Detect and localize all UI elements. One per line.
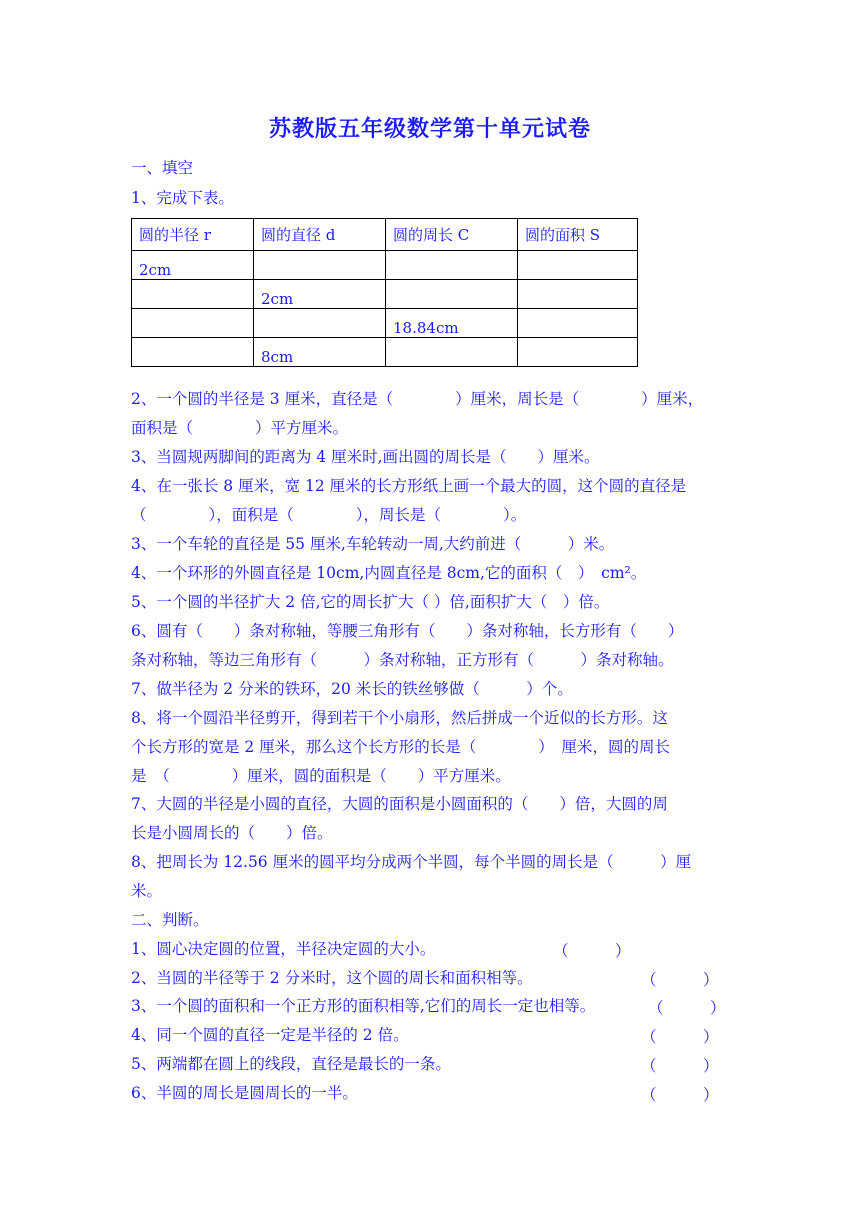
question-line: 8、将一个圆沿半径剪开，得到若干个小扇形，然后拼成一个近似的长方形。这 bbox=[131, 709, 668, 727]
question-line: 5、一个圆的半径扩大 2 倍,它的周长扩大（ ）倍,面积扩大（ ）倍。 bbox=[131, 593, 610, 611]
table-row bbox=[132, 280, 638, 309]
table-cell: 8cm bbox=[254, 338, 386, 367]
judgment-item: 2、当圆的半径等于 2 分米时，这个圆的周长和面积相等。 bbox=[131, 969, 533, 987]
table-cell[interactable] bbox=[518, 338, 638, 367]
table-header-cell: 圆的半径 r bbox=[132, 219, 254, 251]
judgment-item: 5、两端都在圆上的线段，直径是最长的一条。 bbox=[131, 1055, 451, 1073]
question-line: 4、一个环形的外圆直径是 10cm,内圆直径是 8cm,它的面积（ ） cm²。 bbox=[131, 564, 647, 582]
judgment-item: 6、半圆的周长是圆周长的一半。 bbox=[131, 1084, 358, 1102]
answer-parentheses[interactable]: （ ） bbox=[641, 1057, 719, 1075]
question-line: 长是小圆周长的（ ）倍。 bbox=[131, 824, 333, 842]
table-header-cell: 圆的面积 S bbox=[518, 219, 638, 251]
table-cell[interactable] bbox=[518, 251, 638, 280]
table-header-cell: 圆的周长 C bbox=[386, 219, 518, 251]
question-line: 8、把周长为 12.56 厘米的圆平均分成两个半圆，每个半圆的周长是（ ）厘 bbox=[131, 853, 692, 871]
question-line: 7、做半径为 2 分米的铁环，20 米长的铁丝够做（ ）个。 bbox=[131, 680, 573, 698]
question-line: 3、当圆规两脚间的距离为 4 厘米时,画出圆的周长是（ ）厘米。 bbox=[131, 448, 600, 466]
table-cell: 2cm bbox=[132, 251, 254, 280]
table-cell[interactable] bbox=[518, 309, 638, 338]
table-row bbox=[132, 251, 638, 280]
table-cell[interactable] bbox=[254, 251, 386, 280]
question-line: 3、一个车轮的直径是 55 厘米,车轮转动一周,大约前进（ ）米。 bbox=[131, 535, 615, 553]
question-line: 米。 bbox=[131, 882, 163, 900]
table-cell[interactable] bbox=[132, 309, 254, 338]
table-cell[interactable] bbox=[132, 280, 254, 309]
question-line: 个长方形的宽是 2 厘米，那么这个长方形的长是（ ） 厘米，圆的周长 bbox=[131, 738, 670, 756]
answer-parentheses[interactable]: （ ） bbox=[641, 1086, 719, 1104]
question-1: 1、完成下表。 bbox=[131, 189, 234, 207]
page-title: 苏教版五年级数学第十单元试卷 bbox=[268, 116, 591, 142]
table-cell: 18.84cm bbox=[386, 309, 518, 338]
question-line: 4、在一张长 8 厘米，宽 12 厘米的长方形纸上画一个最大的圆，这个圆的直径是 bbox=[131, 477, 687, 495]
judgment-item: 4、同一个圆的直径一定是半径的 2 倍。 bbox=[131, 1026, 409, 1044]
question-line: 6、圆有（ ）条对称轴，等腰三角形有（ ）条对称轴，长方形有（ ） bbox=[131, 622, 684, 640]
table-cell[interactable] bbox=[132, 338, 254, 367]
question-line: 面积是（ ）平方厘米。 bbox=[131, 419, 349, 437]
question-line: 是 （ ）厘米，圆的面积是（ ）平方厘米。 bbox=[131, 767, 511, 785]
circle-table bbox=[131, 218, 638, 367]
table-cell[interactable] bbox=[386, 280, 518, 309]
question-line: （ ），面积是（ ），周长是（ ）。 bbox=[131, 506, 527, 524]
answer-parentheses[interactable]: （ ） bbox=[553, 942, 631, 960]
section-heading-judgment: 二、判断。 bbox=[131, 911, 209, 929]
judgment-item: 1、圆心决定圆的位置，半径决定圆的大小。 bbox=[131, 940, 436, 958]
section-heading-fill-blank: 一、填空 bbox=[131, 159, 194, 177]
question-line: 2、一个圆的半径是 3 厘米，直径是（ ）厘米，周长是（ ）厘米， bbox=[131, 390, 704, 408]
answer-parentheses[interactable]: （ ） bbox=[641, 971, 719, 989]
answer-parentheses[interactable]: （ ） bbox=[641, 1028, 719, 1046]
answer-parentheses[interactable]: （ ） bbox=[648, 999, 726, 1017]
judgment-item: 3、一个圆的面积和一个正方形的面积相等,它们的周长一定也相等。 bbox=[131, 997, 596, 1015]
table-cell[interactable] bbox=[386, 251, 518, 280]
question-line: 7、大圆的半径是小圆的直径，大圆的面积是小圆面积的（ ）倍，大圆的周 bbox=[131, 795, 668, 813]
table-cell: 2cm bbox=[254, 280, 386, 309]
table-cell[interactable] bbox=[518, 280, 638, 309]
table-row bbox=[132, 309, 638, 338]
table-header-cell: 圆的直径 d bbox=[254, 219, 386, 251]
table-cell[interactable] bbox=[254, 309, 386, 338]
table-row bbox=[132, 338, 638, 367]
question-line: 条对称轴，等边三角形有（ ）条对称轴，正方形有（ ）条对称轴。 bbox=[131, 651, 674, 669]
table-header-row bbox=[132, 219, 638, 251]
table-cell[interactable] bbox=[386, 338, 518, 367]
